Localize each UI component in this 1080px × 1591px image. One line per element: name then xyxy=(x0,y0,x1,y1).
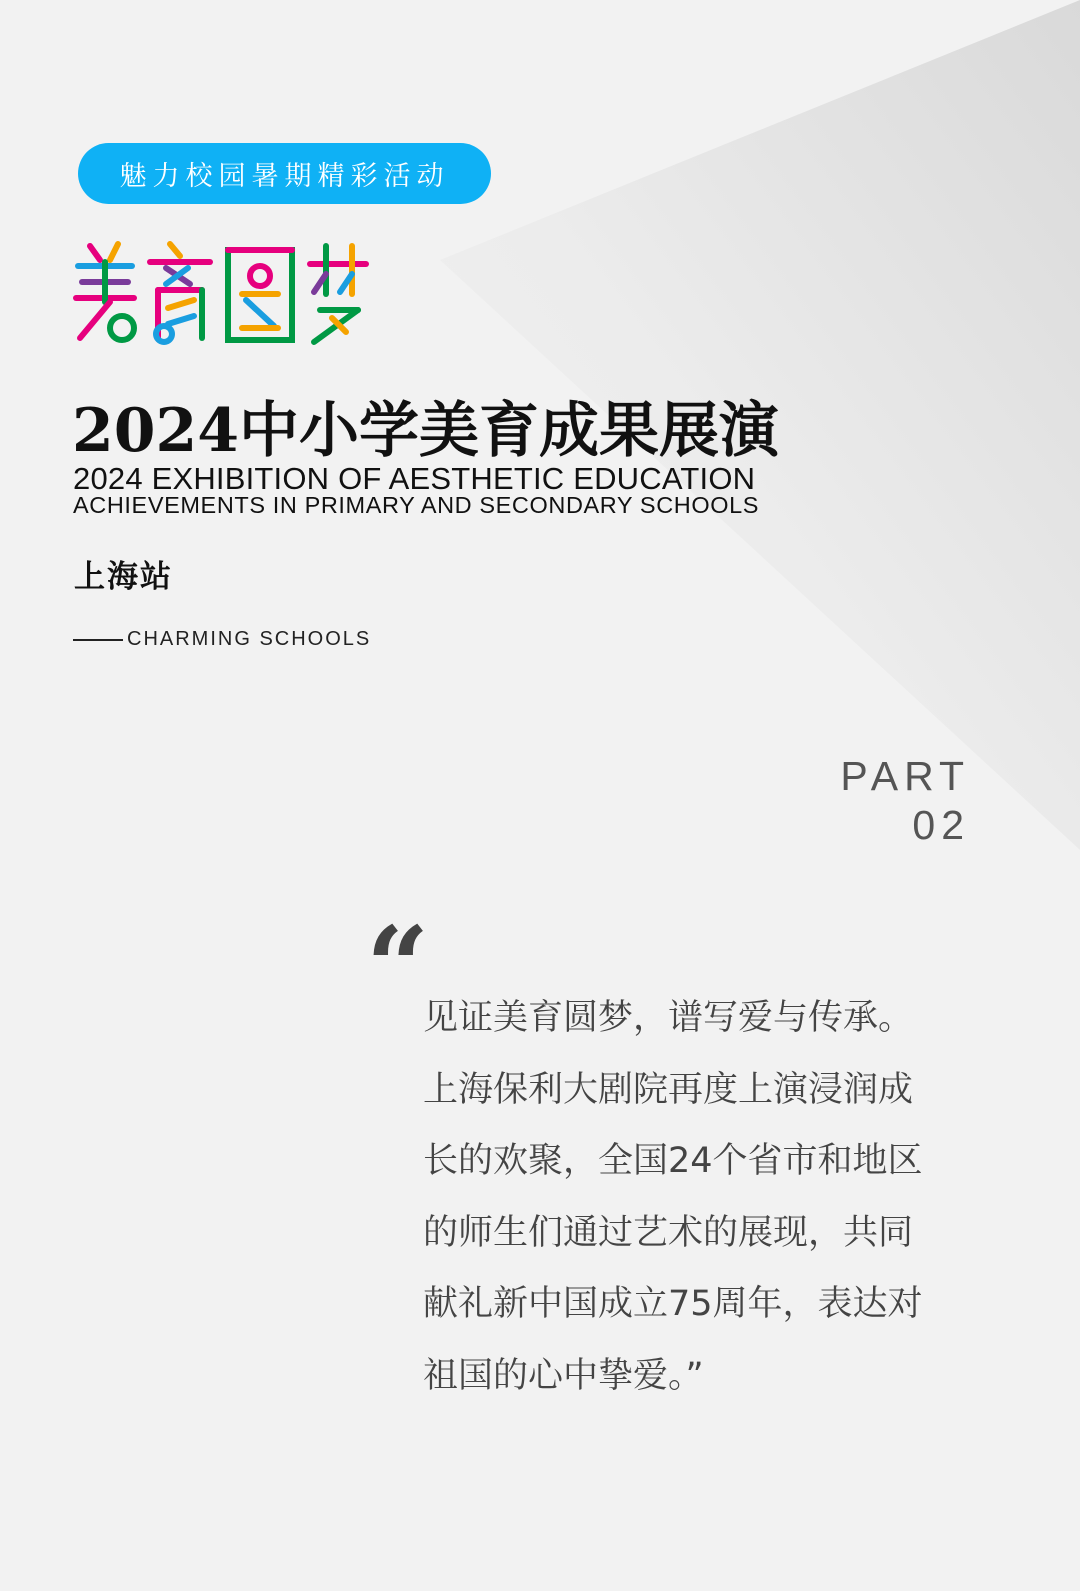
quote-line: 的师生们通过艺术的展现，共同 xyxy=(423,1212,914,1253)
part-marker xyxy=(840,752,970,850)
quote-line: 献礼新中国成立75周年，表达对 xyxy=(423,1284,923,1324)
quote-line: 上海保利大剧院再度上演浸润成 xyxy=(423,1069,914,1110)
event-logo xyxy=(70,238,370,348)
english-title-line-1: 2024 EXHIBITION OF AESTHETIC EDUCATION xyxy=(73,461,756,496)
open-quote-icon: “ xyxy=(366,902,430,1031)
station-label: 上海站 xyxy=(74,559,173,595)
quote-line: 祖国的心中挚爱。” xyxy=(423,1355,704,1396)
part-number: 02 xyxy=(912,802,970,848)
main-title: 2024中小学美育成果展演 xyxy=(72,396,779,466)
part-label: PART xyxy=(840,753,970,799)
tagline-divider xyxy=(73,639,123,641)
quote-line: 长的欢聚，全国24个省市和地区 xyxy=(423,1141,923,1181)
english-title-line-2: ACHIEVEMENTS IN PRIMARY AND SECONDARY SCHOOLS xyxy=(73,492,760,518)
quote-line: 见证美育圆梦，谱写爱与传承。 xyxy=(423,998,914,1038)
event-category-label: 魅力校园暑期精彩活动 xyxy=(119,161,450,192)
quote-text xyxy=(423,983,1023,1412)
event-category-badge xyxy=(78,143,491,204)
tagline-text: CHARMING SCHOOLS xyxy=(127,628,372,650)
tagline-row xyxy=(73,628,371,651)
